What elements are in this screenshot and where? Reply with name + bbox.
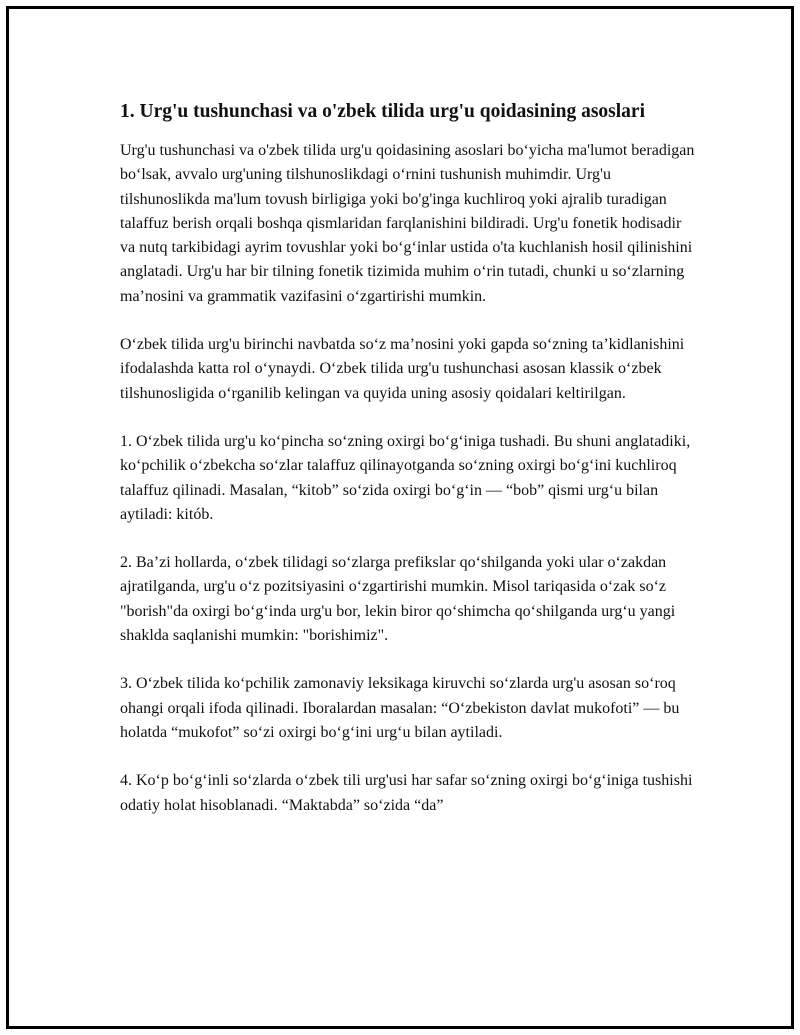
document-body — [120, 99, 695, 842]
paragraph-rule-1: 1. O‘zbek tilida urg'u ko‘pincha so‘zning oxirgi bo‘g‘iniga tushadi. Bu shuni anglatadiki, ko‘pchilik o‘zbekcha so‘zlar talaffuz qilinayotganda so‘zning oxirgi bo‘g‘ini kuchliroq talaffuz qilinadi. Masalan, “kitob” so‘zida oxirgi bo‘g‘in — “bob” qismi urg‘u bilan aytiladi: kitób. — [120, 432, 691, 523]
paragraph-rule-4: 4. Ko‘p bo‘g‘inli so‘zlarda o‘zbek tili urg'usi har safar so‘zning oxirgi bo‘g‘iniga tushishi odatiy holat hisoblanadi. “Maktabda” so‘zida “da” — [120, 772, 693, 814]
paragraph-uzbek-stress-role: O‘zbek tilida urg'u birinchi navbatda so‘z ma’nosini yoki gapda so‘zning ta’kidlanishini ifodalashda katta rol o‘ynaydi. O‘zbek tilida urg'u tushunchasi asosan klassik o‘zbek tilshunosligida o‘rganilib kelingan va quyida uning asosiy qoidalari keltirilgan. — [120, 336, 685, 402]
document-page — [6, 6, 794, 1029]
paragraph-rule-2: 2. Ba’zi hollarda, o‘zbek tilidagi so‘zlarga prefikslar qo‘shilganda yoki ular o‘zakdan ajratilganda, urg'u o‘z pozitsiyasini o‘zgartirishi mumkin. Misol tariqasida o‘zak so‘z "borish"da oxirgi bo‘g‘inda urg'u bor, lekin biror qo‘shimcha qo‘shilganda urg‘u yangi shaklda saqlanishi mumkin: "borishimiz". — [120, 554, 676, 645]
paragraph-intro: Urg'u tushunchasi va o'zbek tilida urg'u qoidasining asoslari bo‘yicha ma'lumot beradigan bo‘lsak, avvalo urg'uning tilshunoslikdagi o‘rnini tushunish muhimdir. Urg'u tilshunoslikda ma'lum tovush birligiga yoki bo'g'inga kuchliroq yoki ajralib turadigan talaffuz berish orqali boshqa qismlaridan farqlanishini bildiradi. Urg'u fonetik hodisadir va nutq tarkibidagi ayrim tovushlar yoki bo‘g‘inlar ustida o'ta kuchlanish hosil qilinishini anglatadi. Urg'u har bir tilning fonetik tizimida muhim o‘rin tutadi, chunki u so‘zlarning ma’nosini va grammatik vazifasini o‘zgartirishi mumkin. — [120, 142, 695, 305]
section-title: 1. Urg'u tushunchasi va o'zbek tilida urg'u qoidasining asoslari — [120, 101, 646, 122]
paragraph-rule-3: 3. O‘zbek tilida ko‘pchilik zamonaviy leksikaga kiruvchi so‘zlarda urg'u asosan so‘roq ohangi orqali ifoda qilinadi. Iboralardan masalan: “O‘zbekiston davlat mukofoti” — bu holatda “mukofot” so‘zi oxirgi bo‘g‘ini urg‘u bilan aytiladi. — [120, 675, 680, 741]
